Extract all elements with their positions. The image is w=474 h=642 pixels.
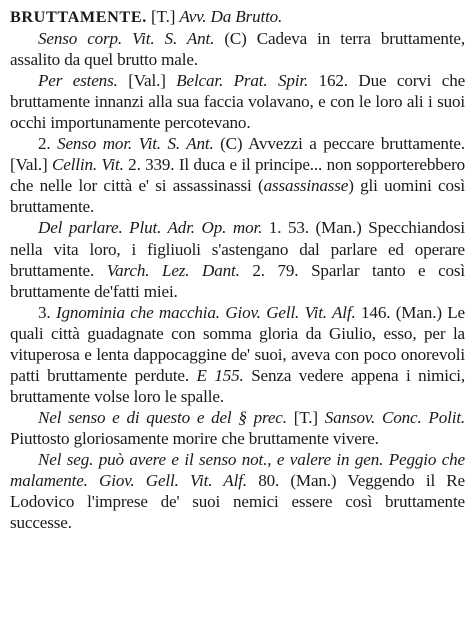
citation: Cellin. Vit. bbox=[51, 155, 124, 175]
citation: Giov. Gell. Vit. Alf. bbox=[99, 471, 247, 491]
definition-senso-mor bbox=[10, 133, 465, 217]
editor-tag: [T.] bbox=[293, 407, 318, 427]
quotation-text: Cadeva in terra bruttamente, assalito da quel brutto male. bbox=[10, 29, 465, 70]
quotation-text: Piuttosto gloriosamente morire che bruttamente vivere. bbox=[10, 428, 379, 448]
quotation-text: Avvezzi a peccare bruttamente. bbox=[248, 134, 465, 154]
usage-label: Senso corp. Vit. S. Ant. bbox=[38, 29, 215, 49]
definition-senso-corp bbox=[10, 28, 465, 70]
sense-number: 2. bbox=[38, 134, 51, 154]
entry-tag: [T.] bbox=[151, 7, 176, 26]
definition-del-parlare bbox=[10, 217, 465, 301]
headword: BRUTTAMENTE. bbox=[10, 8, 147, 26]
usage-label: Nel seg. può avere e il senso not., e valere in gen. Peggio che malamente. bbox=[10, 449, 465, 491]
definition-nel-seg bbox=[10, 449, 465, 533]
citation-ref: 1. 53. bbox=[268, 218, 309, 238]
citation-ref: 146. bbox=[361, 302, 391, 322]
citation: Giov. Gell. Vit. Alf. bbox=[225, 302, 356, 322]
quotation-text: Veggendo il Re Lodovico l'imprese de' suoi nemici essere così bruttamente successe. bbox=[10, 471, 465, 533]
quotation-text: Sparlar tanto e così bruttamente de'fatti miei. bbox=[10, 260, 466, 301]
source-abbrev: (Man.) bbox=[315, 218, 362, 238]
quotation-text: Il duca e il principe... non sopporterebbero che nelle lor città e' si assassinassi bbox=[10, 155, 466, 196]
quotation-text: Le quali città guadagnate con somma gloria da Giulio, esso, per la vituperosa e lenta dappocaggine de' suoi, aveva con poco onorevoli patti bruttamente perdute. bbox=[10, 302, 465, 385]
citation-ref: 2. 79. bbox=[252, 260, 299, 280]
source-abbrev: (Man.) bbox=[395, 302, 442, 322]
entry-heading bbox=[10, 6, 465, 28]
citation-ref: E 155. bbox=[196, 365, 244, 385]
citation: Belcar. Prat. Spir. bbox=[176, 71, 309, 91]
sense-number: 3. bbox=[38, 302, 51, 322]
usage-label: Per estens. bbox=[38, 71, 118, 91]
entry-gloss: Avv. Da Brutto. bbox=[179, 7, 283, 26]
source-abbrev: (C) bbox=[224, 29, 247, 49]
citation: Varch. Lez. Dant. bbox=[106, 260, 240, 280]
editor-tag: [Val.] bbox=[10, 155, 48, 175]
quotation-text: Senza vedere appena i nimici, bruttamente volse loro le spalle. bbox=[10, 365, 466, 406]
definition-nel-senso bbox=[10, 407, 465, 449]
quotation-text: gli uomini così bruttamente. bbox=[10, 176, 465, 217]
source-abbrev: (C) bbox=[220, 134, 243, 154]
variant-reading: (assassinasse) bbox=[258, 176, 354, 196]
source-abbrev: (Man.) bbox=[290, 471, 337, 491]
citation-ref: 162. bbox=[318, 71, 348, 91]
citation: Sansov. Conc. Polit. bbox=[324, 407, 466, 427]
usage-label: Nel senso e di questo e del § prec. bbox=[38, 407, 287, 427]
usage-label: Ignominia che macchia. bbox=[55, 302, 220, 322]
definition-ignominia bbox=[10, 302, 465, 407]
quotation-text: Specchiandosi nella vita loro, i figliuoli s'astengano dal parlare ed operare bruttamente. bbox=[10, 218, 466, 280]
quotation-text: Due corvi che bruttamente innanzi alla sua faccia volavano, e con le loro ali i suoi occhi importunamente percotevano. bbox=[10, 71, 466, 133]
citation-ref: 2. 339. bbox=[128, 155, 175, 175]
editor-tag: [Val.] bbox=[128, 71, 166, 91]
usage-label: Del parlare. Plut. Adr. Op. mor. bbox=[38, 218, 263, 238]
usage-label: Senso mor. Vit. S. Ant. bbox=[57, 134, 214, 154]
citation-ref: 80. bbox=[258, 471, 280, 491]
definition-per-estens bbox=[10, 70, 465, 133]
